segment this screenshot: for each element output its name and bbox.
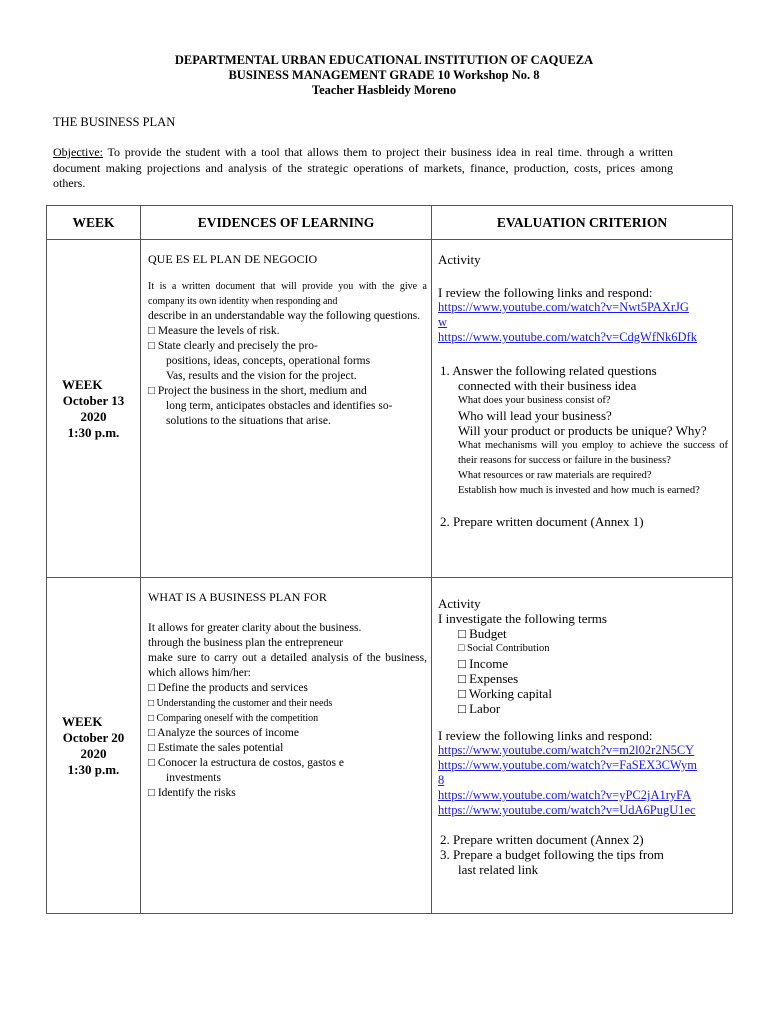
week-time: 1:30 p.m. (67, 761, 120, 777)
evidence-title: WHAT IS A BUSINESS PLAN FOR (148, 590, 327, 604)
week-date: October 20 (62, 729, 125, 745)
institution-name: DEPARTMENTAL URBAN EDUCATIONAL INSTITUTION OF CAQUEZA (174, 53, 594, 67)
plan-title: THE BUSINESS PLAN (53, 115, 176, 129)
list-item: □ Estimate the sales potential (148, 742, 284, 754)
week-year: 2020 (80, 745, 107, 761)
week-label: WEEK (62, 376, 103, 392)
list-item: □ Project the business in the short, medium and (148, 385, 367, 397)
document-header (0, 53, 768, 98)
term-item: □ Expenses (458, 671, 519, 686)
term-item: □ Social Contribution (458, 643, 550, 654)
numbered-item: 3. Prepare a budget following the tips from (440, 847, 664, 862)
list-item-cont: Vas, results and the vision for the project. (166, 370, 357, 382)
youtube-link-cont[interactable]: w (438, 315, 448, 329)
list-item: □ Measure the levels of risk. (148, 325, 280, 337)
youtube-link[interactable]: https://www.youtube.com/watch?v=FaSEX3CWym (438, 758, 697, 772)
week-cell (47, 240, 141, 578)
evidence-paragraph: through the business plan the entrepreneur (148, 637, 344, 649)
table-row (47, 240, 733, 578)
workshop-table (46, 205, 733, 914)
list-item: □ Analyze the sources of income (148, 727, 299, 739)
youtube-link[interactable]: https://www.youtube.com/watch?v=yPC2jA1ryFA (438, 788, 692, 802)
question: Establish how much is invested and how much is earned? (458, 485, 700, 496)
objective-text: To provide the student with a tool that allows them to project their business idea in real time. through a written document making projections and analysis of the strategic operations of markets, finance, production, costs, prices among others. (53, 145, 673, 190)
youtube-link[interactable]: https://www.youtube.com/watch?v=CdgWfNk6Dfk (438, 330, 697, 344)
evidence-intro: describe in an understandable way the following questions. (148, 310, 421, 322)
week-date: October 13 (62, 392, 125, 408)
objective-label: Objective: (53, 145, 103, 159)
table-row (47, 578, 733, 914)
table-header-row (47, 206, 733, 240)
week-label: WEEK (62, 713, 103, 729)
week-year: 2020 (80, 408, 107, 424)
youtube-link-cont[interactable]: 8 (438, 773, 445, 787)
evidence-title: QUE ES EL PLAN DE NEGOCIO (148, 252, 318, 266)
term-item: □ Income (458, 656, 509, 671)
numbered-item: 2. Prepare written document (Annex 1) (440, 514, 644, 529)
review-text: I review the following links and respond: (438, 285, 653, 300)
numbered-item: 2. Prepare written document (Annex 2) (440, 832, 644, 847)
objective-paragraph (53, 145, 673, 192)
question: What does your business consist of? (458, 395, 611, 406)
evidence-cell (141, 578, 432, 914)
evidence-paragraph: It allows for greater clarity about the business. (148, 622, 362, 634)
criterion-cell (432, 578, 733, 914)
term-item: □ Labor (458, 701, 501, 716)
criterion-cell (432, 240, 733, 578)
header-criterion: EVALUATION CRITERION (432, 206, 733, 240)
numbered-item-cont: last related link (458, 862, 539, 877)
term-item: □ Working capital (458, 686, 552, 701)
review-text: I review the following links and respond: (438, 728, 653, 743)
evidence-intro-small: It is a written document that will provide you with the give a company its own identity when responding and (148, 281, 427, 307)
header-week: WEEK (47, 206, 141, 240)
youtube-link[interactable]: https://www.youtube.com/watch?v=m2l02r2N5CY (438, 743, 695, 757)
list-item: □ Define the products and services (148, 682, 308, 694)
term-item: □ Budget (458, 626, 507, 641)
list-item-cont: investments (166, 772, 221, 784)
list-item-cont: long term, anticipates obstacles and identifies so- (166, 400, 393, 412)
week-cell (47, 578, 141, 914)
question: Who will lead your business? (458, 408, 612, 423)
youtube-link[interactable]: https://www.youtube.com/watch?v=Nwt5PAXrJG (438, 300, 689, 314)
activity-label: Activity (438, 596, 481, 611)
list-item-cont: solutions to the situations that arise. (166, 415, 331, 427)
list-item: □ Comparing oneself with the competition (148, 713, 319, 724)
week-time: 1:30 p.m. (67, 424, 120, 440)
question: What resources or raw materials are required? (458, 470, 652, 481)
list-item: □ Identify the risks (148, 787, 236, 799)
numbered-item-cont: connected with their business idea (458, 378, 637, 393)
course-title: BUSINESS MANAGEMENT GRADE 10 Workshop No. 8 (228, 68, 540, 82)
list-item-cont: positions, ideas, concepts, operational forms (166, 355, 371, 367)
header-evidences: EVIDENCES OF LEARNING (141, 206, 432, 240)
question: Will your product or products be unique? Why? (458, 423, 707, 438)
question: What mechanisms will you employ to achieve the success of their reasons for success or failure in the business? (458, 440, 728, 466)
teacher-name: Teacher Hasbleidy Moreno (311, 83, 457, 97)
numbered-item: 1. Answer the following related questions (440, 363, 657, 378)
list-item: □ Understanding the customer and their needs (148, 698, 333, 709)
investigate-text: I investigate the following terms (438, 611, 607, 626)
list-item: □ Conocer la estructura de costos, gastos e (148, 757, 344, 769)
evidence-paragraph: make sure to carry out a detailed analysis of the business, which allows him/her: (148, 652, 427, 679)
activity-label: Activity (438, 252, 481, 267)
youtube-link[interactable]: https://www.youtube.com/watch?v=UdA6PugU1ec (438, 803, 696, 817)
list-item: □ State clearly and precisely the pro- (148, 340, 318, 352)
evidence-cell (141, 240, 432, 578)
